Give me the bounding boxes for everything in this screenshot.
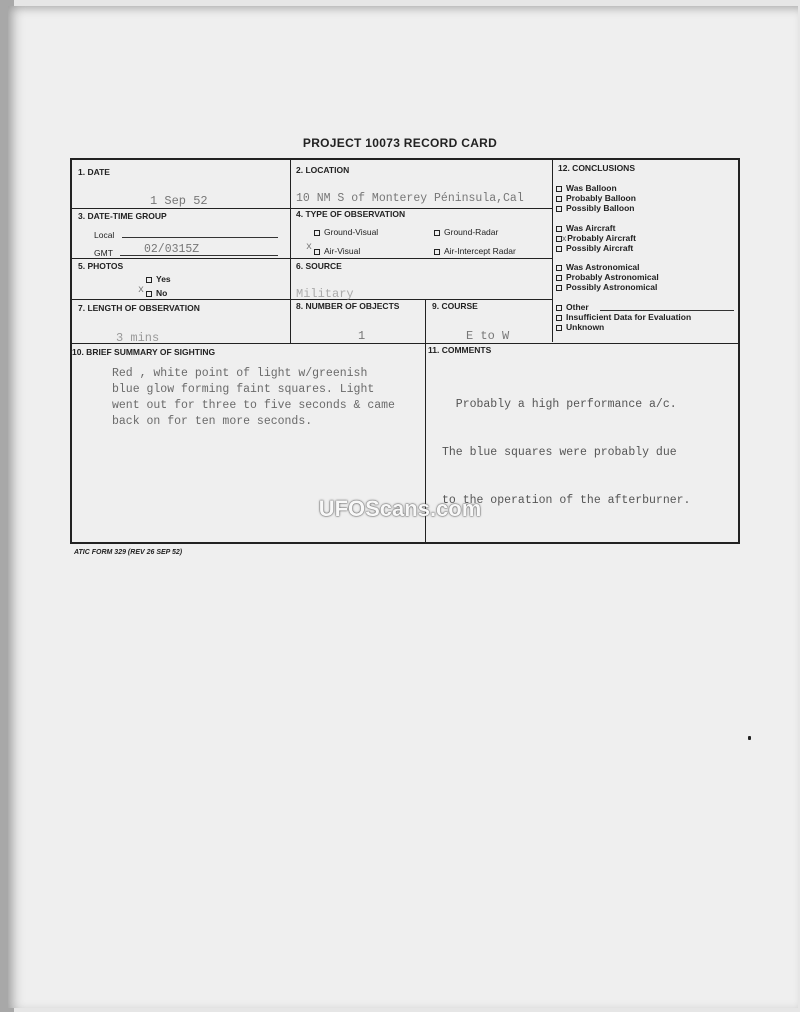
- course-value: E to W: [466, 329, 510, 343]
- checkbox: [314, 249, 320, 255]
- checkbox: [556, 226, 562, 232]
- ground-radar-option: Ground-Radar: [434, 227, 498, 237]
- divider: [72, 343, 740, 344]
- comments-line: The blue squares were probably due: [442, 446, 677, 459]
- dtg-label: 3. DATE-TIME GROUP: [78, 211, 167, 221]
- record-card: [70, 158, 740, 544]
- conclusion-probably-balloon: Probably Balloon: [556, 193, 636, 203]
- conclusion-probably-aircraft: xProbably Aircraft: [556, 233, 636, 243]
- watermark: UFOScans.com: [318, 496, 482, 521]
- conclusion-was-balloon: Was Balloon: [556, 183, 617, 193]
- checkbox: [146, 277, 152, 283]
- checkbox: [556, 186, 562, 192]
- checkbox: [556, 285, 562, 291]
- divider: [290, 160, 291, 344]
- location-label: 2. LOCATION: [296, 165, 350, 175]
- conclusions-label: 12. CONCLUSIONS: [558, 163, 635, 173]
- scan-speck: [748, 736, 751, 740]
- source-value: Military: [296, 287, 354, 301]
- length-value: 3 mins: [116, 331, 160, 345]
- local-underline: [122, 237, 278, 238]
- checkbox: [556, 196, 562, 202]
- conclusion-possibly-astronomical: Possibly Astronomical: [556, 282, 657, 292]
- checkbox: [556, 246, 562, 252]
- divider: [552, 160, 553, 342]
- photos-no-option: No: [146, 288, 167, 298]
- conclusion-insufficient-data: Insufficient Data for Evaluation: [556, 312, 691, 322]
- photos-label: 5. PHOTOS: [78, 261, 124, 271]
- checkbox: [314, 230, 320, 236]
- source-label: 6. SOURCE: [296, 261, 342, 271]
- objects-value: 1: [358, 329, 366, 343]
- checkbox: [556, 275, 562, 281]
- conclusion-unknown: Unknown: [556, 322, 604, 332]
- date-label: 1. DATE: [78, 167, 110, 177]
- checkbox: [556, 325, 562, 331]
- form-number: ATIC FORM 329 (REV 26 SEP 52): [74, 549, 183, 556]
- conclusion-probably-astronomical: Probably Astronomical: [556, 272, 659, 282]
- checkbox: [434, 230, 440, 236]
- comments-label: 11. COMMENTS: [428, 345, 492, 355]
- local-label: Local: [94, 230, 115, 240]
- ground-visual-option: Ground-Visual: [314, 227, 378, 237]
- comments-line: to the operation of the afterburner.: [442, 494, 691, 507]
- observation-type-label: 4. TYPE OF OBSERVATION: [296, 209, 406, 219]
- gmt-label: GMT: [94, 248, 113, 258]
- summary-line: blue glow forming faint squares. Light: [112, 383, 375, 396]
- photos-no-check-mark: x: [138, 285, 145, 296]
- date-value: 1 Sep 52: [150, 194, 208, 208]
- checkbox: [556, 206, 562, 212]
- card-title: PROJECT 10073 RECORD CARD: [302, 136, 498, 150]
- photos-yes-option: Yes: [146, 274, 171, 284]
- air-visual-option: Air-Visual: [314, 246, 360, 256]
- other-underline: [600, 310, 734, 311]
- summary-line: Red , white point of light w/greenish: [112, 367, 368, 380]
- length-label: 7. LENGTH OF OBSERVATION: [78, 303, 200, 313]
- summary-label: 10. BRIEF SUMMARY OF SIGHTING: [72, 347, 216, 357]
- summary-line: went out for three to five seconds & came: [112, 399, 395, 412]
- conclusion-was-aircraft: Was Aircraft: [556, 223, 615, 233]
- checkbox: [434, 249, 440, 255]
- checked-mark: x: [562, 233, 567, 243]
- summary-text: [112, 366, 395, 430]
- checkbox: [556, 265, 562, 271]
- checkbox: [556, 315, 562, 321]
- checkbox: [556, 305, 562, 311]
- conclusion-possibly-balloon: Possibly Balloon: [556, 203, 635, 213]
- conclusion-other: Other: [556, 302, 589, 312]
- air-intercept-option: Air-Intercept Radar: [434, 246, 516, 256]
- summary-line: back on for ten more seconds.: [112, 415, 313, 428]
- checkbox: [146, 291, 152, 297]
- gmt-value: 02/0315Z: [144, 243, 200, 256]
- divider: [72, 258, 552, 259]
- location-value: 10 NM S of Monterey Péninsula,Cal: [296, 192, 524, 205]
- objects-label: 8. NUMBER OF OBJECTS: [296, 301, 400, 311]
- course-label: 9. COURSE: [432, 301, 478, 311]
- conclusion-was-astronomical: Was Astronomical: [556, 262, 640, 272]
- conclusion-possibly-aircraft: Possibly Aircraft: [556, 243, 633, 253]
- air-visual-check-mark: x: [306, 242, 313, 253]
- comments-line: Probably a high performance a/c.: [442, 398, 677, 411]
